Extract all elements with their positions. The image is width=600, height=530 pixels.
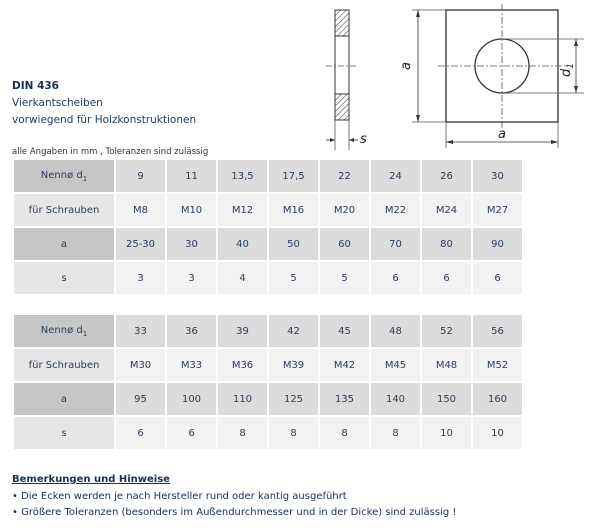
cell: 45 <box>320 315 369 347</box>
header-block <box>12 78 196 129</box>
row-s <box>14 417 522 449</box>
cell: 48 <box>371 315 420 347</box>
cell: 6 <box>473 262 522 294</box>
cell: 36 <box>167 315 216 347</box>
cell: 125 <box>269 383 318 415</box>
row-nenn <box>14 160 522 192</box>
cell: 10 <box>422 417 471 449</box>
cell: 110 <box>218 383 267 415</box>
cell: 90 <box>473 228 522 260</box>
title-line-2: vorwiegend für Holzkonstruktionen <box>12 114 197 126</box>
cell: 8 <box>371 417 420 449</box>
cell: M22 <box>371 194 420 226</box>
dim-d1-label: $d_1$ <box>559 63 576 77</box>
cell: M8 <box>116 194 165 226</box>
cell: M48 <box>422 349 471 381</box>
units-note: alle Angaben in mm , Toleranzen sind zulässig <box>12 147 209 157</box>
label-nenn: Nennø $d_1$ <box>14 160 114 192</box>
cell: 150 <box>422 383 471 415</box>
cell: 17,5 <box>269 160 318 192</box>
row-a <box>14 228 522 260</box>
cell: 4 <box>218 262 267 294</box>
row-schrauben <box>14 194 522 226</box>
cell: 100 <box>167 383 216 415</box>
cell: 11 <box>167 160 216 192</box>
cell: 26 <box>422 160 471 192</box>
cell: 42 <box>269 315 318 347</box>
label-a: a <box>14 228 114 260</box>
washer-drawing <box>318 4 588 150</box>
cell: 6 <box>167 417 216 449</box>
cell: 24 <box>371 160 420 192</box>
cell: M30 <box>116 349 165 381</box>
cell: M39 <box>269 349 318 381</box>
cell: 22 <box>320 160 369 192</box>
cell: 30 <box>473 160 522 192</box>
cell: M45 <box>371 349 420 381</box>
cell: 39 <box>218 315 267 347</box>
cell: 33 <box>116 315 165 347</box>
cell: 95 <box>116 383 165 415</box>
remark-item: • Die Ecken werden je nach Hersteller rund oder kantig ausgeführt <box>12 491 347 502</box>
cell: 50 <box>269 228 318 260</box>
cell: M20 <box>320 194 369 226</box>
dim-a-horizontal-label: a <box>498 127 506 142</box>
title-line-1: Vierkantscheiben <box>12 97 103 109</box>
cell: M27 <box>473 194 522 226</box>
cell: 9 <box>116 160 165 192</box>
remark-item: • Größere Toleranzen (besonders im Außendurchmesser und in der Dicke) sind zulässig ! <box>12 507 457 518</box>
label-s: s <box>14 417 114 449</box>
cell: 3 <box>167 262 216 294</box>
spec-table-2 <box>12 313 524 451</box>
label-schrauben: für Schrauben <box>14 194 114 226</box>
cell: 5 <box>320 262 369 294</box>
label-schrauben: für Schrauben <box>14 349 114 381</box>
cell: 6 <box>422 262 471 294</box>
cell: M16 <box>269 194 318 226</box>
row-s <box>14 262 522 294</box>
cell: M52 <box>473 349 522 381</box>
cell: 40 <box>218 228 267 260</box>
cell: 140 <box>371 383 420 415</box>
label-nenn: Nennø $d_1$ <box>14 315 114 347</box>
cell: 160 <box>473 383 522 415</box>
cell: 6 <box>116 417 165 449</box>
cell: 13,5 <box>218 160 267 192</box>
remarks-section <box>12 474 456 521</box>
cell: 3 <box>116 262 165 294</box>
cell: 8 <box>269 417 318 449</box>
remarks-heading: Bemerkungen und Hinweise <box>12 474 170 485</box>
cell: M36 <box>218 349 267 381</box>
cell: 10 <box>473 417 522 449</box>
standard-title: DIN 436 <box>12 80 59 92</box>
label-a: a <box>14 383 114 415</box>
cell: 8 <box>218 417 267 449</box>
cell: 80 <box>422 228 471 260</box>
cell: 5 <box>269 262 318 294</box>
cell: 30 <box>167 228 216 260</box>
cell: 70 <box>371 228 420 260</box>
row-nenn <box>14 315 522 347</box>
cell: M12 <box>218 194 267 226</box>
cell: 52 <box>422 315 471 347</box>
cell: 56 <box>473 315 522 347</box>
cell: 25-30 <box>116 228 165 260</box>
cell: M33 <box>167 349 216 381</box>
label-s: s <box>14 262 114 294</box>
cell: 8 <box>320 417 369 449</box>
row-a <box>14 383 522 415</box>
row-schrauben <box>14 349 522 381</box>
cell: M42 <box>320 349 369 381</box>
cell: 6 <box>371 262 420 294</box>
dim-a-vertical-label: a <box>399 62 414 70</box>
dim-s-label: s <box>360 132 367 147</box>
cell: M24 <box>422 194 471 226</box>
spec-table-1 <box>12 158 524 296</box>
cell: 135 <box>320 383 369 415</box>
cell: M10 <box>167 194 216 226</box>
cell: 60 <box>320 228 369 260</box>
